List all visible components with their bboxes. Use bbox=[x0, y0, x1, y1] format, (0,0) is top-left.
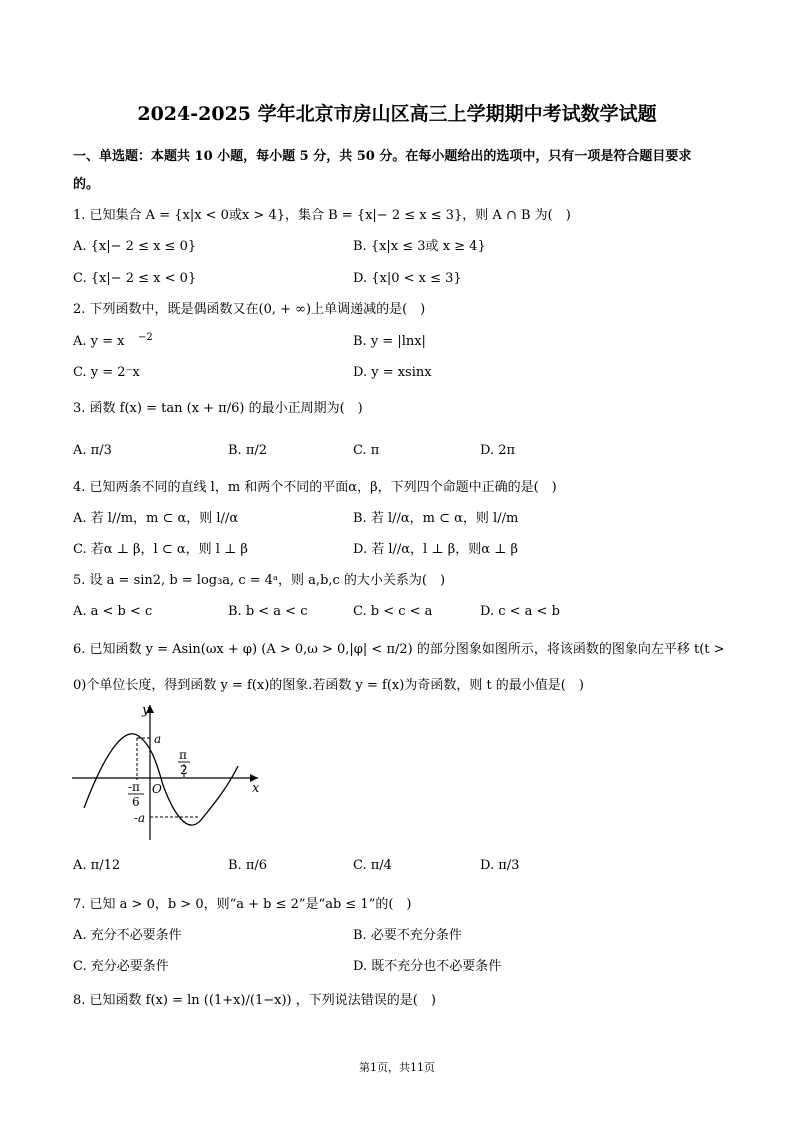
question-7-stem: 7. 已知 a > 0，b > 0，则“a + b ≤ 2”是“ab ≤ 1”的( ) bbox=[73, 897, 412, 912]
sine-graph bbox=[66, 700, 266, 845]
question-5-option-c: C. b < c < a bbox=[353, 604, 433, 619]
question-3-stem-b: 的最小正周期为( ) bbox=[248, 401, 363, 416]
question-7-option-c: C. 充分必要条件 bbox=[73, 959, 169, 974]
question-3-stem-a: 3. 函数 f(x) = tan bbox=[73, 401, 183, 416]
question-3-option-c: C. π bbox=[353, 443, 380, 458]
half-pi-denominator: 2 bbox=[180, 763, 188, 777]
question-2-option-a: A. y = x bbox=[73, 334, 125, 349]
question-4-option-d: D. 若 l//α，l ⊥ β，则α ⊥ β bbox=[353, 542, 519, 557]
y-label: y bbox=[142, 703, 150, 718]
neg-a-label: -a bbox=[134, 811, 146, 825]
sine-curve bbox=[84, 734, 238, 825]
x-label: x bbox=[252, 781, 260, 796]
section-heading-cont: 的。 bbox=[73, 177, 100, 192]
question-5-stem: 5. 设 a = sin2, b = log₃a, c = 4ᵃ，则 a,b,c 的大小关系为( ) bbox=[73, 573, 446, 588]
origin-label: O bbox=[152, 782, 162, 796]
question-1-option-b: B. {x|x ≤ 3或 x ≥ 4} bbox=[353, 239, 486, 254]
question-8-stem-a: 8. 已知函数 f(x) = ln bbox=[73, 993, 200, 1008]
a-label: a bbox=[154, 732, 162, 746]
question-4-option-b: B. 若 l//α，m ⊂ α，则 l//m bbox=[353, 511, 519, 526]
question-3-stem-arg: (x + π/6) bbox=[186, 401, 245, 416]
question-6-stem-line1 bbox=[73, 643, 725, 657]
question-5-option-a: A. a < b < c bbox=[73, 604, 153, 619]
question-6-stem-line2: 0)个单位长度，得到函数 y = f(x)的图象.若函数 y = f(x)为奇函数，则 t 的最小值是( ) bbox=[73, 678, 584, 693]
question-5-option-b: B. b < a < c bbox=[228, 604, 308, 619]
question-6-option-b: B. π/6 bbox=[228, 858, 268, 873]
question-1-stem: 1. 已知集合 A = {x|x < 0或x > 4}，集合 B = {x|− 2 ≤ x ≤ 3}，则 A ∩ B 为( ) bbox=[73, 208, 571, 223]
page-footer: 第1页，共11页 bbox=[359, 1061, 435, 1074]
question-2-option-d: D. y = xsinx bbox=[353, 365, 432, 380]
half-pi-numerator: π bbox=[179, 748, 187, 762]
question-6-option-d: D. π/3 bbox=[480, 858, 520, 873]
question-2-option-c: C. y = 2⁻x bbox=[73, 365, 140, 380]
page-title: 2024-2025 学年北京市房山区高三上学期期中考试数学试题 bbox=[137, 103, 657, 125]
question-6-option-c: C. π/4 bbox=[353, 858, 392, 873]
section-heading: 一、单选题：本题共 10 小题，每小题 5 分，共 50 分。在每小题给出的选项中，只有一项是符合题目要求 bbox=[73, 149, 692, 164]
question-8-stem-arg: ((1+x)/(1−x)) bbox=[203, 993, 292, 1008]
question-6-condition: (A > 0,ω > 0,|φ| < π/2) bbox=[261, 642, 413, 657]
question-6-stem-a: 6. 已知函数 y = Asin(ωx + φ) bbox=[73, 642, 258, 657]
question-4-option-c: C. 若α ⊥ β，l ⊂ α，则 l ⊥ β bbox=[73, 542, 248, 557]
question-4-option-a: A. 若 l//m，m ⊂ α，则 l//α bbox=[73, 511, 239, 526]
question-1-option-d: D. {x|0 < x ≤ 3} bbox=[353, 271, 462, 286]
question-6-stem-b: 的部分图象如图所示，将该函数的图象向左平移 t(t > bbox=[416, 642, 725, 657]
question-7-option-b: B. 必要不充分条件 bbox=[353, 928, 462, 943]
question-1-option-c: C. {x|− 2 ≤ x < 0} bbox=[73, 271, 197, 286]
question-2-option-b: B. y = |lnx| bbox=[353, 334, 426, 349]
question-3-option-d: D. 2π bbox=[480, 443, 516, 458]
question-7-option-a: A. 充分不必要条件 bbox=[73, 928, 182, 943]
question-2-option-a-exponent: −2 bbox=[138, 332, 153, 343]
question-3-stem bbox=[73, 402, 363, 416]
question-1-option-a: A. {x|− 2 ≤ x ≤ 0} bbox=[73, 239, 197, 254]
question-8-stem bbox=[73, 994, 436, 1008]
question-2-stem: 2. 下列函数中，既是偶函数又在(0, + ∞)上单调递减的是( ) bbox=[73, 302, 426, 317]
question-8-stem-b: ，下列说法错误的是( ) bbox=[295, 993, 436, 1008]
neg-pi-numerator: -π bbox=[128, 780, 140, 794]
question-5-option-d: D. c < a < b bbox=[480, 604, 560, 619]
question-3-option-b: B. π/2 bbox=[228, 443, 268, 458]
question-7-option-d: D. 既不充分也不必要条件 bbox=[353, 959, 502, 974]
question-4-stem: 4. 已知两条不同的直线 l，m 和两个不同的平面α，β，下列四个命题中正确的是( ) bbox=[73, 480, 557, 495]
question-3-option-a: A. π/3 bbox=[73, 443, 112, 458]
question-6-option-a: A. π/12 bbox=[73, 858, 121, 873]
neg-pi-denominator: 6 bbox=[132, 795, 140, 809]
